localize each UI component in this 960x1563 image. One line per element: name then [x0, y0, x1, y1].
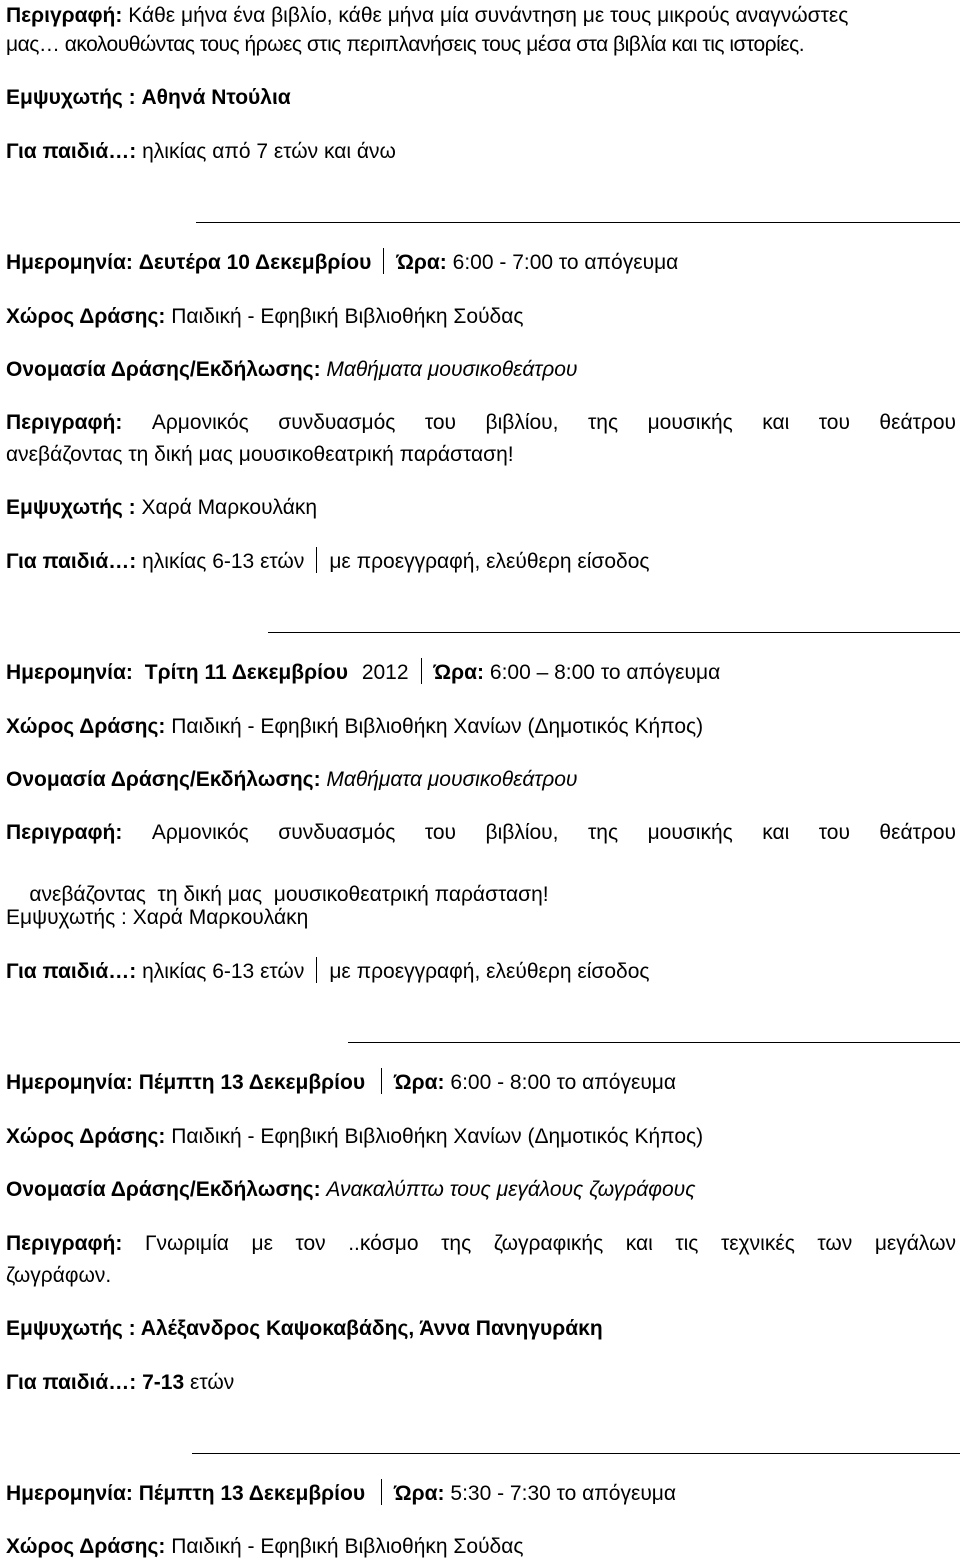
description-word: του: [424, 821, 457, 844]
kids-label: Για παιδιά…:: [6, 960, 137, 983]
section-divider: [348, 1042, 960, 1043]
event-name-value: Μαθήματα μουσικοθεάτρου: [326, 358, 578, 381]
date-value: Πέμπτη 13 Δεκεμβρίου: [138, 1071, 366, 1094]
description-word: μεγάλων: [874, 1232, 956, 1255]
description-line-2: [6, 1261, 956, 1291]
event-date-line: [6, 658, 956, 688]
kids-value: ηλικίας από 7 ετών και άνω: [142, 140, 396, 163]
event-name-line: [6, 355, 956, 385]
animator-text: Εμψυχωτής : Χαρά Μαρκουλάκη: [6, 906, 309, 929]
description-line: [6, 1, 956, 31]
event-name-label: Ονομασία Δράσης/Εκδήλωσης:: [6, 358, 321, 381]
description-line-2: [6, 440, 956, 470]
date-label: Ημερομηνία:: [6, 251, 133, 274]
event-date-line: [6, 248, 956, 278]
time-value: 5:30 - 7:30 το απόγευμα: [450, 1482, 677, 1505]
description-text: ανεβάζοντας τη δική μας μουσικοθεατρική παράσταση!: [29, 883, 549, 906]
venue-label: Χώρος Δράσης:: [6, 305, 166, 328]
animator-line: [6, 83, 956, 113]
venue-line: [6, 302, 956, 332]
registration-text: με προεγγραφή, ελεύθερη είσοδος: [329, 550, 650, 573]
description-line-2: [6, 30, 956, 60]
description-line: [6, 818, 956, 848]
description-word: με: [251, 1232, 273, 1255]
description-word: της: [587, 821, 619, 844]
kids-label: Για παιδιά…:: [6, 140, 137, 163]
kids-line: [6, 957, 956, 987]
description-word: των: [817, 1232, 853, 1255]
event-date-line: [6, 1479, 956, 1509]
description-word: του: [424, 411, 457, 434]
venue-line: [6, 712, 956, 742]
kids-value-range: 7-13: [142, 1371, 185, 1394]
description-word: και: [762, 411, 790, 434]
description-word: τις: [675, 1232, 699, 1255]
event-name-value: Ανακαλύπτω τους μεγάλους ζωγράφους: [326, 1178, 696, 1201]
description-word: βιβλίου,: [485, 411, 559, 434]
description-word: Αρμονικός: [151, 411, 249, 434]
date-label: Ημερομηνία:: [6, 661, 133, 684]
venue-line: [6, 1122, 956, 1152]
description-word: συνδυασμός: [278, 821, 396, 844]
time-label: Ώρα:: [394, 1482, 445, 1505]
description-word: ..κόσμο: [348, 1232, 419, 1255]
description-word: Γνωριμία: [144, 1232, 229, 1255]
time-label: Ώρα:: [433, 661, 485, 684]
kids-line: [6, 1368, 956, 1398]
description-text: Κάθε μήνα ένα βιβλίο, κάθε μήνα μία συνάντηση με τους μικρούς αναγνώστες: [128, 4, 849, 27]
description-line: [6, 408, 956, 438]
time-value: 6:00 - 7:00 το απόγευμα: [452, 251, 679, 274]
event-name-label: Ονομασία Δράσης/Εκδήλωσης:: [6, 768, 321, 791]
event-name-value: Μαθήματα μουσικοθεάτρου: [326, 768, 578, 791]
kids-label: Για παιδιά…:: [6, 1371, 137, 1394]
venue-value: Παιδική - Εφηβική Βιβλιοθήκη Σούδας: [171, 1535, 524, 1558]
venue-value: Παιδική - Εφηβική Βιβλιοθήκη Σούδας: [171, 305, 524, 328]
animator-line: [6, 903, 956, 933]
description-word: Αρμονικός: [151, 821, 249, 844]
event-date-line: [6, 1068, 956, 1098]
description-word: του: [818, 821, 850, 844]
description-word: μουσικής: [647, 411, 733, 434]
description-word: θεάτρου: [879, 821, 956, 844]
description-label: Περιγραφή:: [6, 411, 123, 434]
description-word: της: [441, 1232, 472, 1255]
animator-text: Εμψυχωτής : Αλέξανδρος Καψοκαβάδης, Άννα Πανηγυράκη: [6, 1317, 603, 1340]
time-label: Ώρα:: [394, 1071, 445, 1094]
separator: [316, 547, 317, 573]
separator: [421, 658, 422, 684]
kids-value: ηλικίας 6-13 ετών: [142, 550, 305, 573]
description-text: ανεβάζοντας τη δική μας μουσικοθεατρική παράσταση!: [6, 443, 514, 466]
description-word: του: [818, 411, 850, 434]
section-divider: [192, 1453, 960, 1454]
animator-line: [6, 493, 956, 523]
description-word: και: [762, 821, 790, 844]
description-word: τον: [295, 1232, 326, 1255]
animator-line: [6, 1314, 956, 1344]
separator: [383, 248, 384, 274]
description-word: τεχνικές: [720, 1232, 795, 1255]
description-label: Περιγραφή:: [6, 821, 123, 844]
date-label: Ημερομηνία:: [6, 1071, 133, 1094]
description-text: μας… ακολουθώντας τους ήρωες στις περιπλανήσεις τους μέσα στα βιβλία και τις ιστορίες.: [6, 33, 805, 56]
description-line: [6, 1229, 956, 1259]
description-word: βιβλίου,: [485, 821, 559, 844]
kids-value: ηλικίας 6-13 ετών: [142, 960, 305, 983]
venue-label: Χώρος Δράσης:: [6, 1535, 166, 1558]
date-value: Πέμπτη 13 Δεκεμβρίου: [138, 1482, 366, 1505]
date-value: Τρίτη 11 Δεκεμβρίου: [144, 661, 348, 684]
time-value: 6:00 – 8:00 το απόγευμα: [489, 661, 721, 684]
animator-label: Εμψυχωτής :: [6, 86, 136, 109]
animator-value: Αθηνά Ντούλια: [141, 86, 291, 109]
animator-label: Εμψυχωτής :: [6, 496, 136, 519]
venue-label: Χώρος Δράσης:: [6, 1125, 166, 1148]
kids-line: [6, 547, 956, 577]
registration-text: με προεγγραφή, ελεύθερη είσοδος: [329, 960, 650, 983]
section-divider: [196, 222, 960, 223]
date-year: 2012: [361, 661, 409, 684]
time-label: Ώρα:: [396, 251, 447, 274]
description-label: Περιγραφή:: [6, 4, 123, 27]
description-word: συνδυασμός: [278, 411, 396, 434]
description-word: της: [587, 411, 619, 434]
animator-value: Χαρά Μαρκουλάκη: [141, 496, 318, 519]
date-value: Δευτέρα 10 Δεκεμβρίου: [138, 251, 372, 274]
description-label: Περιγραφή:: [6, 1232, 123, 1255]
event-name-line: [6, 1175, 956, 1205]
time-value: 6:00 - 8:00 το απόγευμα: [450, 1071, 677, 1094]
description-word: ζωγραφικής: [493, 1232, 604, 1255]
kids-line: [6, 137, 956, 167]
venue-value: Παιδική - Εφηβική Βιβλιοθήκη Χανίων (Δημοτικός Κήπος): [171, 715, 704, 738]
kids-label: Για παιδιά…:: [6, 550, 137, 573]
event-name-line: [6, 765, 956, 795]
separator: [316, 957, 317, 983]
venue-label: Χώρος Δράσης:: [6, 715, 166, 738]
venue-line: [6, 1532, 956, 1562]
date-label: Ημερομηνία:: [6, 1482, 133, 1505]
description-word: και: [625, 1232, 653, 1255]
section-divider: [268, 632, 960, 633]
separator: [381, 1068, 382, 1094]
description-text: ζωγράφων.: [6, 1264, 112, 1287]
kids-value-unit: ετών: [189, 1371, 235, 1394]
separator: [381, 1479, 382, 1505]
description-word: θεάτρου: [879, 411, 956, 434]
venue-value: Παιδική - Εφηβική Βιβλιοθήκη Χανίων (Δημοτικός Κήπος): [171, 1125, 704, 1148]
description-word: μουσικής: [647, 821, 733, 844]
event-name-label: Ονομασία Δράσης/Εκδήλωσης:: [6, 1178, 321, 1201]
